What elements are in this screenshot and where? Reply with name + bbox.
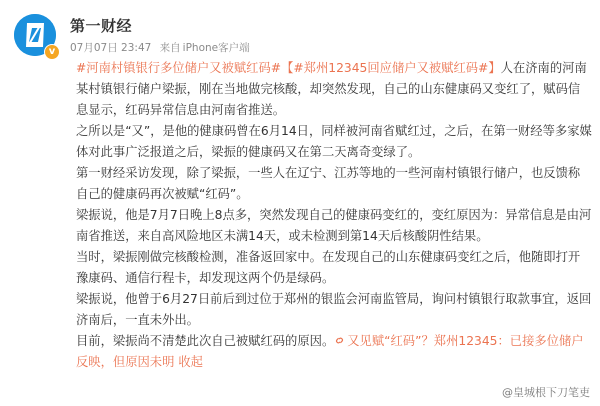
hashtag-topic-1[interactable]: #河南村镇银行多位储户又被赋红码#	[76, 61, 282, 75]
paragraph-3: 第一财经采访发现，除了梁振，一些人在辽宁、江苏等地的一些河南村镇银行储户，也反馈称自己的健康码再次被赋“红码”。	[76, 166, 581, 201]
post-content	[76, 58, 592, 373]
post-meta	[70, 40, 255, 55]
hashtag-topic-2[interactable]: 【#郑州12345回应储户又被赋红码#】	[281, 61, 501, 75]
article-link-text: 又见赋“红码”？郑州12345：已接多位储户反映，但原因未明	[76, 334, 584, 369]
paragraph-2: 之所以是“又”，是他的健康码曾在6月14日，同样被河南省赋红过，之后，在第一财经等多家媒体对此事广泛报道之后，梁振的健康码又在第二天离奇变绿了。	[76, 124, 592, 159]
link-icon	[334, 335, 345, 346]
paragraph-text: 人在济南的河南某村镇银行储户梁振，刚在当地做完核酸，却突然发现，自己的山东健康码又变红了，赋码信息显示，红码异常信息由河南省推送。	[76, 61, 587, 117]
paragraph-5: 当时，梁振刚做完核酸检测，准备返回家中。在发现自己的山东健康码变红之后，他随即打开豫康码、通信行程卡，却发现这两个仍是绿码。	[76, 250, 581, 285]
paragraph-6: 梁振说，他曾于6月27日前后到过位于郑州的银监会河南监管局，询问村镇银行取款事宜，返回济南后，一直未外出。	[76, 292, 592, 327]
paragraph-7	[76, 331, 592, 373]
author-name[interactable]: 第一财经	[70, 17, 133, 35]
paragraph-1	[76, 58, 592, 121]
verified-badge-icon: v	[44, 44, 60, 60]
post-source-prefix: 来自	[159, 42, 181, 54]
watermark: @皇城根下刀笔吏	[502, 386, 590, 399]
paragraph-4: 梁振说，他是7月7日晚上8点多，突然发现自己的健康码变红的，变红原因为：异常信息是由河南省推送，来自高风险地区未满14天，或未检测到第14天后核酸阴性结果。	[76, 208, 592, 243]
collapse-link[interactable]: 收起	[178, 355, 203, 369]
post-source[interactable]: iPhone客户端	[182, 42, 250, 54]
paragraph-text: 目前，梁振尚不清楚此次自己被赋红码的原因。	[76, 334, 335, 348]
post-time[interactable]: 07月07日 23:47	[70, 42, 152, 54]
